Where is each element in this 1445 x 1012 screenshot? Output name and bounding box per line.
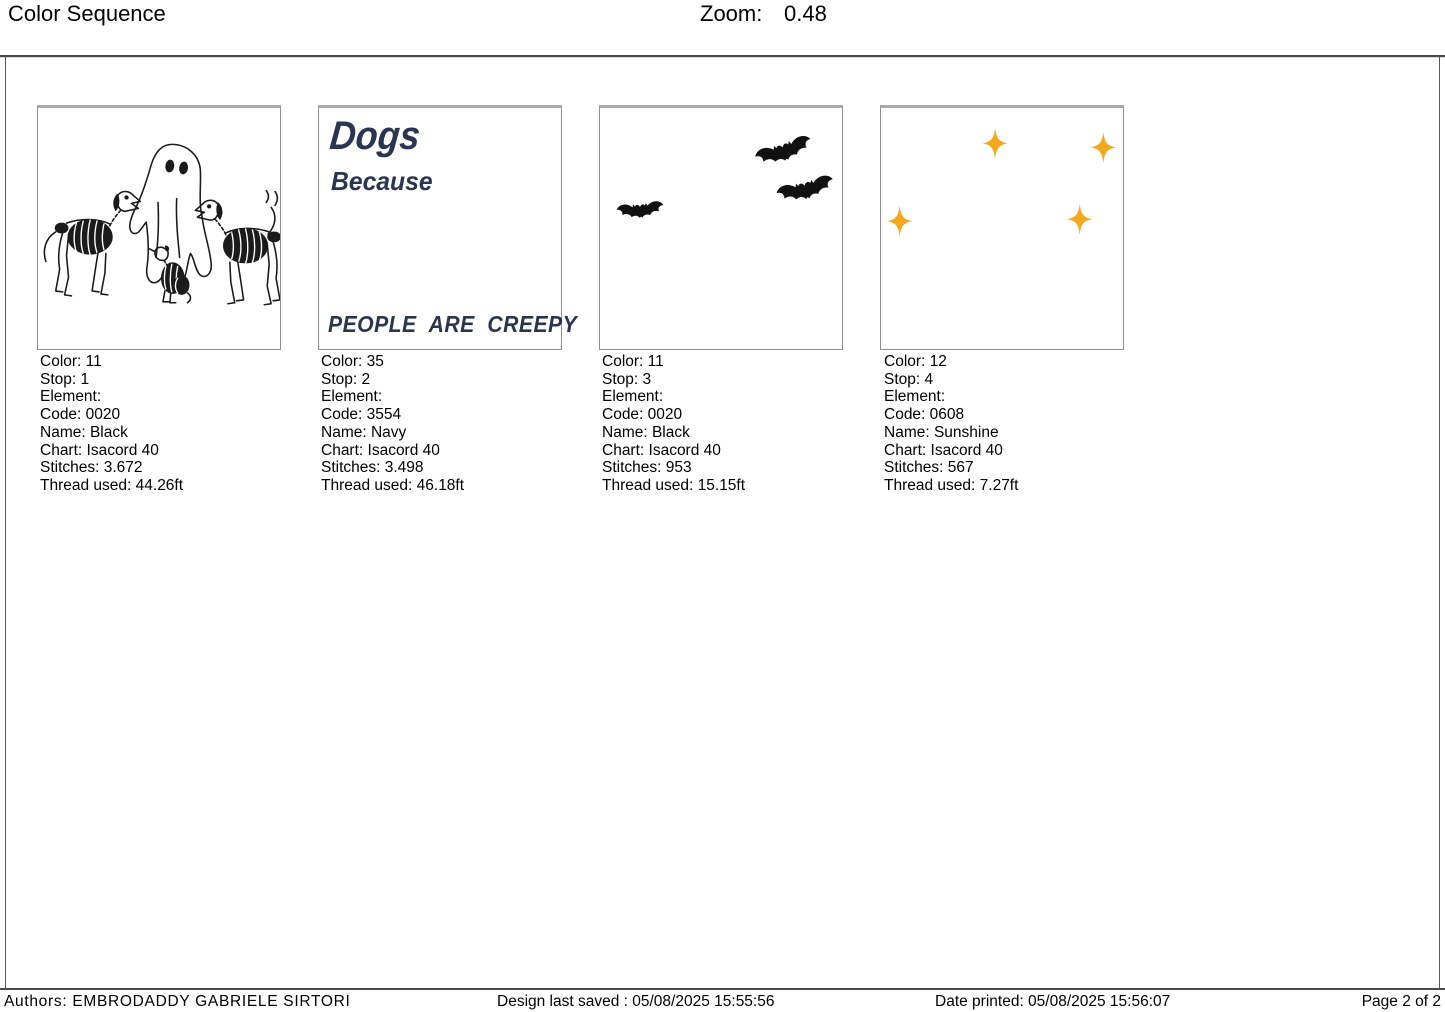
bat-icon xyxy=(616,200,664,220)
info-line-stop: Stop: 2 xyxy=(321,370,371,388)
footer-divider xyxy=(0,988,1445,990)
info-line-code: Code: 3554 xyxy=(321,406,402,424)
info-line-color: Color: 12 xyxy=(884,353,947,370)
color-stop-panel-4 xyxy=(880,105,1124,350)
info-line-name: Name: Black xyxy=(602,423,690,441)
sparkle-icon xyxy=(1091,132,1117,163)
info-line-element: Element: xyxy=(40,388,102,406)
footer-page-number: Page 2 of 2 xyxy=(1361,993,1441,1010)
zoom-value: 0.48 xyxy=(784,1,827,26)
stop-2-info xyxy=(321,353,581,495)
motion-line xyxy=(275,192,277,206)
info-line-name: Name: Navy xyxy=(321,423,407,441)
sparkle-icon xyxy=(982,128,1008,159)
design-text-because: Because xyxy=(331,166,433,196)
design-text-people-are-creepy: PEOPLE ARE CREEPY xyxy=(328,311,578,337)
stop-4-info xyxy=(884,353,1144,495)
page-frame-left xyxy=(5,57,6,988)
ghost-eye xyxy=(178,161,189,175)
info-line-element: Element: xyxy=(321,388,383,406)
color-stop-panel-3 xyxy=(599,105,843,350)
info-line-thread-used: Thread used: 7.27ft xyxy=(884,476,1019,494)
info-line-code: Code: 0020 xyxy=(602,406,683,424)
info-line-stitches: Stitches: 3.672 xyxy=(40,459,143,477)
sparkle-icon xyxy=(887,205,913,236)
info-line-code: Code: 0020 xyxy=(40,406,121,424)
info-line-stop: Stop: 4 xyxy=(884,370,934,388)
info-line-color: Color: 11 xyxy=(602,353,664,370)
sparkles-art xyxy=(881,108,1123,349)
info-line-stitches: Stitches: 3.498 xyxy=(321,459,424,477)
footer-date-printed: Date printed: 05/08/2025 15:56:07 xyxy=(935,993,1171,1010)
design-text-dogs: Dogs xyxy=(327,114,422,158)
dog-tail xyxy=(268,207,275,234)
info-line-color: Color: 11 xyxy=(40,353,102,370)
info-line-name: Name: Sunshine xyxy=(884,423,999,441)
zoom-label: Zoom: xyxy=(700,1,763,26)
info-line-stitches: Stitches: 567 xyxy=(884,459,974,477)
ghost-fold-line xyxy=(176,198,179,257)
motion-line xyxy=(266,191,268,203)
bats-art xyxy=(600,108,842,349)
ghost-eye xyxy=(165,159,176,173)
footer-design-last-saved: Design last saved : 05/08/2025 15:55:56 xyxy=(497,993,775,1010)
info-line-chart: Chart: Isacord 40 xyxy=(602,441,721,459)
info-line-stop: Stop: 1 xyxy=(40,370,90,388)
header-divider-highlight xyxy=(0,57,1445,58)
page-frame-right xyxy=(1439,57,1440,988)
skeleton-puppy xyxy=(149,246,190,303)
skeleton-dog-left xyxy=(44,191,140,295)
page-title: Color Sequence xyxy=(8,1,166,26)
info-line-color: Color: 35 xyxy=(321,353,384,370)
stop-1-info xyxy=(40,353,300,495)
info-line-thread-used: Thread used: 44.26ft xyxy=(40,476,184,494)
info-line-name: Name: Black xyxy=(40,423,128,441)
skeleton-dog-right xyxy=(195,200,280,304)
stop-3-info xyxy=(602,353,862,495)
info-line-stop: Stop: 3 xyxy=(602,370,652,388)
color-stop-panel-2 xyxy=(318,105,578,350)
color-stop-panel-1 xyxy=(37,105,281,350)
info-line-element: Element: xyxy=(602,388,664,406)
ghost-skeleton-dogs-art xyxy=(38,108,280,349)
bat-icon xyxy=(775,174,836,206)
info-line-chart: Chart: Isacord 40 xyxy=(884,441,1003,459)
info-line-code: Code: 0608 xyxy=(884,406,965,424)
sparkle-icon xyxy=(1067,203,1093,234)
footer-authors: Authors: EMBRODADDY GABRIELE SIRTORI xyxy=(4,993,351,1010)
info-line-chart: Chart: Isacord 40 xyxy=(321,441,440,459)
info-line-chart: Chart: Isacord 40 xyxy=(40,441,159,459)
info-line-element: Element: xyxy=(884,388,946,406)
info-line-thread-used: Thread used: 15.15ft xyxy=(602,476,746,494)
bat-icon xyxy=(754,134,815,169)
info-line-thread-used: Thread used: 46.18ft xyxy=(321,476,465,494)
info-line-stitches: Stitches: 953 xyxy=(602,459,692,477)
